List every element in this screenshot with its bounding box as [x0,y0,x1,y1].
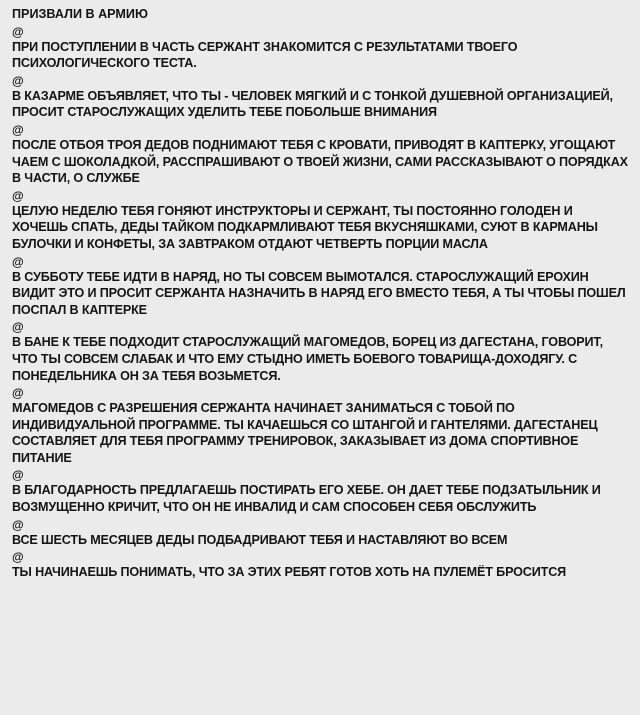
story-paragraph: В СУББОТУ ТЕБЕ ИДТИ В НАРЯД, НО ТЫ СОВСЕМ ВЫМОТАЛСЯ. СТАРОСЛУЖАЩИЙ ЕРОХИН ВИДИТ ЭТО И ПРОСИТ СЕРЖАНТА НАЗНАЧИТЬ В НАРЯД ЕГО ВМЕСТО ТЕБЯ, А ТЫ ЧТОБЫ ПОШЕЛ ПОСПАЛ В КАПТЕРКЕ [12,269,626,317]
story-paragraph: МАГОМЕДОВ С РАЗРЕШЕНИЯ СЕРЖАНТА НАЧИНАЕТ ЗАНИМАТЬСЯ С ТОБОЙ ПО ИНДИВИДУАЛЬНОЙ ПРОГРАММЕ. ТЫ КАЧАЕШЬСЯ СО ШТАНГОЙ И ГАНТЕЛЯМИ. ДАГЕСТАНЕЦ СОСТАВЛЯЕТ ДЛЯ ТЕБЯ ПРОГРАММУ ТРЕНИРОВОК, ЗАКАЗЫВАЕТ ИЗ ДОМА СПОРТИВНОЕ ПИТАНИЕ [12,401,598,465]
separator: @ [12,188,24,203]
story-block-1 [12,25,628,72]
story-block-9 [12,518,628,549]
story-paragraph: ЦЕЛУЮ НЕДЕЛЮ ТЕБЯ ГОНЯЮТ ИНСТРУКТОРЫ И СЕРЖАНТ, ТЫ ПОСТОЯННО ГОЛОДЕН И ХОЧЕШЬ СПАТЬ, ДЕДЫ ТАЙКОМ ПОДКАРМЛИВАЮТ ТЕБЯ ВКУСНЯШКАМИ, СУЮТ В КАРМАНЫ БУЛОЧКИ И КОНФЕТЫ, ЗА ЗАВТРАКОМ ОТДАЮТ ЧЕТВЕРТЬ ПОРЦИИ МАСЛА [12,203,598,251]
separator: @ [12,24,24,39]
story-paragraph: ПРИ ПОСТУПЛЕНИИ В ЧАСТЬ СЕРЖАНТ ЗНАКОМИТСЯ С РЕЗУЛЬТАТАМИ ТВОЕГО ПСИХОЛОГИЧЕСКОГО ТЕСТА. [12,39,518,71]
separator: @ [12,320,24,335]
story-block-3 [12,123,628,187]
story-paragraph: ПОСЛЕ ОТБОЯ ТРОЯ ДЕДОВ ПОДНИМАЮТ ТЕБЯ С КРОВАТИ, ПРИВОДЯТ В КАПТЕРКУ, УГОЩАЮТ ЧАЕМ С ШОКОЛАДКОЙ, РАССПРАШИВАЮТ О ТВОЕЙ ЖИЗНИ, САМИ РАССКАЗЫВАЮТ О ПОРЯДКАХ В ЧАСТИ, О СЛУЖБЕ [12,137,628,186]
story-paragraph: В БАНЕ К ТЕБЕ ПОДХОДИТ СТАРОСЛУЖАЩИЙ МАГОМЕДОВ, БОРЕЦ ИЗ ДАГЕСТАНА, ГОВОРИТ, ЧТО ТЫ СОВСЕМ СЛАБАК И ЧТО ЕМУ СТЫДНО ИМЕТЬ БОЕВОГО ТОВАРИЩА-ДОХОДЯГУ. С ПОНЕДЕЛЬНИКА ОН ЗА ТЕБЯ ВОЗЬМЕТСЯ. [12,335,604,383]
separator: @ [12,550,24,565]
separator: @ [12,386,24,401]
story-block-5 [12,255,628,319]
story-block-7 [12,386,628,466]
separator: @ [12,517,24,532]
separator: @ [12,254,24,269]
separator: @ [12,122,24,137]
story-block-8 [12,468,628,515]
story-block-10 [12,550,628,581]
post-title: ПРИЗВАЛИ В АРМИЮ [12,7,148,21]
story-block-2 [12,74,628,121]
separator: @ [12,73,24,88]
story-paragraph: ТЫ НАЧИНАЕШЬ ПОНИМАТЬ, ЧТО ЗА ЭТИХ РЕБЯТ ГОТОВ ХОТЬ НА ПУЛЕМЁТ БРОСИТСЯ [12,565,567,580]
story-paragraph: В КАЗАРМЕ ОБЪЯВЛЯЕТ, ЧТО ТЫ - ЧЕЛОВЕК МЯГКИЙ И С ТОНКОЙ ДУШЕВНОЙ ОРГАНИЗАЦИЕЙ, ПРОСИТ СТАРОСЛУЖАЩИХ УДЕЛИТЬ ТЕБЕ ПОБОЛЬШЕ ВНИМАНИЯ [12,88,613,120]
story-block-4 [12,189,628,253]
story-paragraph: В БЛАГОДАРНОСТЬ ПРЕДЛАГАЕШЬ ПОСТИРАТЬ ЕГО ХЕБЕ. ОН ДАЕТ ТЕБЕ ПОДЗАТЫЛЬНИК И ВОЗМУЩЕННО КРИЧИТ, ЧТО ОН НЕ ИНВАЛИД И САМ СПОСОБЕН СЕБЯ ОБСЛУЖИТЬ [12,483,601,515]
separator: @ [12,468,24,483]
story-paragraph: ВСЕ ШЕСТЬ МЕСЯЦЕВ ДЕДЫ ПОДБАДРИВАЮТ ТЕБЯ И НАСТАВЛЯЮТ ВО ВСЕМ [12,532,508,547]
story-block-6 [12,320,628,384]
